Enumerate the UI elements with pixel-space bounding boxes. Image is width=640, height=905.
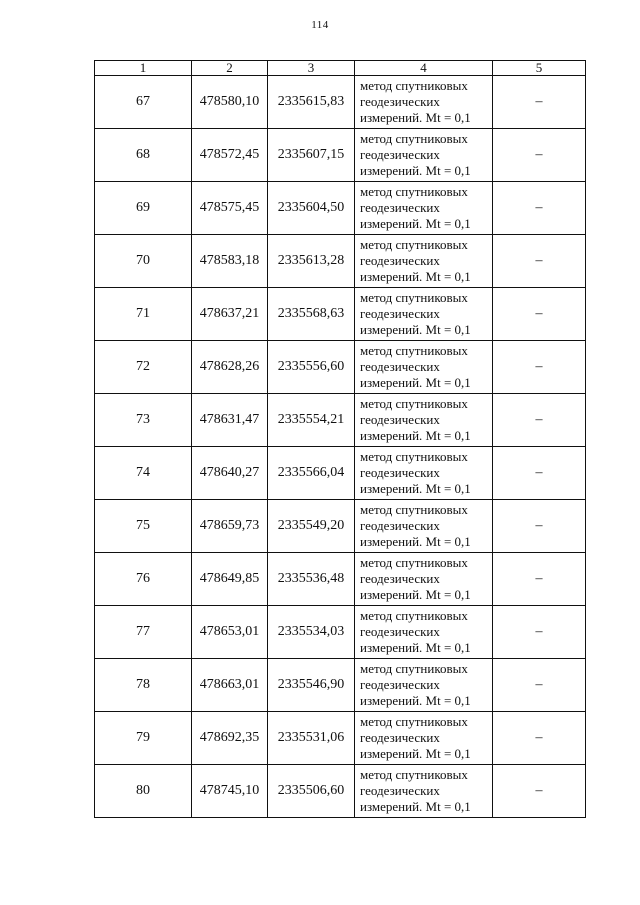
table-row bbox=[95, 712, 586, 765]
y-coordinate-cell: 2335613,28 bbox=[268, 235, 355, 288]
x-coordinate-cell: 478663,01 bbox=[192, 659, 268, 712]
method-line-3: измерений. Mt = 0,1 bbox=[360, 481, 471, 496]
method-line-2: геодезических bbox=[360, 200, 440, 215]
x-coordinate-cell: 478692,35 bbox=[192, 712, 268, 765]
method-line-1: метод спутниковых bbox=[360, 661, 468, 676]
method-line-2: геодезических bbox=[360, 359, 440, 374]
method-line-2: геодезических bbox=[360, 677, 440, 692]
method-cell bbox=[355, 76, 493, 129]
table-row bbox=[95, 288, 586, 341]
x-coordinate-cell: 478631,47 bbox=[192, 394, 268, 447]
y-coordinate-cell: 2335534,03 bbox=[268, 606, 355, 659]
table-row bbox=[95, 659, 586, 712]
table-row bbox=[95, 447, 586, 500]
table-row bbox=[95, 553, 586, 606]
method-line-2: геодезических bbox=[360, 306, 440, 321]
table-row bbox=[95, 500, 586, 553]
x-coordinate-cell: 478628,26 bbox=[192, 341, 268, 394]
y-coordinate-cell: 2335566,04 bbox=[268, 447, 355, 500]
method-line-1: метод спутниковых bbox=[360, 555, 468, 570]
method-line-3: измерений. Mt = 0,1 bbox=[360, 799, 471, 814]
table-body bbox=[95, 76, 586, 818]
dash-cell: – bbox=[493, 765, 586, 818]
y-coordinate-cell: 2335554,21 bbox=[268, 394, 355, 447]
method-line-1: метод спутниковых bbox=[360, 714, 468, 729]
point-number-cell: 69 bbox=[95, 182, 192, 235]
method-line-3: измерений. Mt = 0,1 bbox=[360, 428, 471, 443]
x-coordinate-cell: 478640,27 bbox=[192, 447, 268, 500]
method-line-2: геодезических bbox=[360, 730, 440, 745]
dash-cell: – bbox=[493, 341, 586, 394]
method-line-3: измерений. Mt = 0,1 bbox=[360, 163, 471, 178]
point-number-cell: 77 bbox=[95, 606, 192, 659]
method-line-3: измерений. Mt = 0,1 bbox=[360, 322, 471, 337]
method-cell bbox=[355, 129, 493, 182]
method-line-1: метод спутниковых bbox=[360, 502, 468, 517]
y-coordinate-cell: 2335549,20 bbox=[268, 500, 355, 553]
dash-cell: – bbox=[493, 606, 586, 659]
point-number-cell: 73 bbox=[95, 394, 192, 447]
method-cell bbox=[355, 500, 493, 553]
method-line-3: измерений. Mt = 0,1 bbox=[360, 110, 471, 125]
point-number-cell: 76 bbox=[95, 553, 192, 606]
method-cell bbox=[355, 659, 493, 712]
dash-cell: – bbox=[493, 659, 586, 712]
dash-cell: – bbox=[493, 288, 586, 341]
table-row bbox=[95, 341, 586, 394]
table-row bbox=[95, 182, 586, 235]
dash-cell: – bbox=[493, 129, 586, 182]
x-coordinate-cell: 478659,73 bbox=[192, 500, 268, 553]
method-cell bbox=[355, 765, 493, 818]
method-line-2: геодезических bbox=[360, 571, 440, 586]
x-coordinate-cell: 478653,01 bbox=[192, 606, 268, 659]
y-coordinate-cell: 2335536,48 bbox=[268, 553, 355, 606]
column-header-1: 1 bbox=[95, 61, 192, 76]
y-coordinate-cell: 2335604,50 bbox=[268, 182, 355, 235]
method-line-2: геодезических bbox=[360, 624, 440, 639]
method-line-1: метод спутниковых bbox=[360, 131, 468, 146]
method-cell bbox=[355, 553, 493, 606]
method-cell bbox=[355, 182, 493, 235]
point-number-cell: 80 bbox=[95, 765, 192, 818]
dash-cell: – bbox=[493, 712, 586, 765]
point-number-cell: 68 bbox=[95, 129, 192, 182]
method-cell bbox=[355, 235, 493, 288]
y-coordinate-cell: 2335506,60 bbox=[268, 765, 355, 818]
table-header-row bbox=[95, 61, 586, 76]
method-line-2: геодезических bbox=[360, 412, 440, 427]
point-number-cell: 75 bbox=[95, 500, 192, 553]
point-number-cell: 72 bbox=[95, 341, 192, 394]
dash-cell: – bbox=[493, 447, 586, 500]
x-coordinate-cell: 478572,45 bbox=[192, 129, 268, 182]
method-line-2: геодезических bbox=[360, 783, 440, 798]
x-coordinate-cell: 478583,18 bbox=[192, 235, 268, 288]
y-coordinate-cell: 2335531,06 bbox=[268, 712, 355, 765]
method-line-3: измерений. Mt = 0,1 bbox=[360, 746, 471, 761]
x-coordinate-cell: 478637,21 bbox=[192, 288, 268, 341]
x-coordinate-cell: 478575,45 bbox=[192, 182, 268, 235]
method-line-3: измерений. Mt = 0,1 bbox=[360, 587, 471, 602]
table-row bbox=[95, 235, 586, 288]
dash-cell: – bbox=[493, 394, 586, 447]
point-number-cell: 74 bbox=[95, 447, 192, 500]
coordinates-table bbox=[94, 60, 586, 818]
method-line-2: геодезических bbox=[360, 465, 440, 480]
method-line-2: геодезических bbox=[360, 94, 440, 109]
method-line-3: измерений. Mt = 0,1 bbox=[360, 640, 471, 655]
y-coordinate-cell: 2335607,15 bbox=[268, 129, 355, 182]
y-coordinate-cell: 2335546,90 bbox=[268, 659, 355, 712]
method-line-3: измерений. Mt = 0,1 bbox=[360, 269, 471, 284]
table-row bbox=[95, 606, 586, 659]
method-cell bbox=[355, 341, 493, 394]
x-coordinate-cell: 478745,10 bbox=[192, 765, 268, 818]
method-line-1: метод спутниковых bbox=[360, 343, 468, 358]
point-number-cell: 79 bbox=[95, 712, 192, 765]
table-row bbox=[95, 129, 586, 182]
point-number-cell: 71 bbox=[95, 288, 192, 341]
dash-cell: – bbox=[493, 500, 586, 553]
method-line-2: геодезических bbox=[360, 147, 440, 162]
method-cell bbox=[355, 394, 493, 447]
method-line-3: измерений. Mt = 0,1 bbox=[360, 534, 471, 549]
column-header-3: 3 bbox=[268, 61, 355, 76]
method-line-1: метод спутниковых bbox=[360, 237, 468, 252]
method-line-3: измерений. Mt = 0,1 bbox=[360, 693, 471, 708]
method-line-1: метод спутниковых bbox=[360, 290, 468, 305]
page-number: 114 bbox=[311, 19, 329, 31]
dash-cell: – bbox=[493, 182, 586, 235]
method-line-2: геодезических bbox=[360, 253, 440, 268]
x-coordinate-cell: 478580,10 bbox=[192, 76, 268, 129]
table-row bbox=[95, 76, 586, 129]
table-row bbox=[95, 394, 586, 447]
point-number-cell: 67 bbox=[95, 76, 192, 129]
method-cell bbox=[355, 606, 493, 659]
method-line-1: метод спутниковых bbox=[360, 396, 468, 411]
method-line-1: метод спутниковых bbox=[360, 184, 468, 199]
method-line-1: метод спутниковых bbox=[360, 608, 468, 623]
method-cell bbox=[355, 288, 493, 341]
method-line-3: измерений. Mt = 0,1 bbox=[360, 216, 471, 231]
point-number-cell: 78 bbox=[95, 659, 192, 712]
dash-cell: – bbox=[493, 235, 586, 288]
y-coordinate-cell: 2335556,60 bbox=[268, 341, 355, 394]
method-line-1: метод спутниковых bbox=[360, 449, 468, 464]
x-coordinate-cell: 478649,85 bbox=[192, 553, 268, 606]
column-header-5: 5 bbox=[493, 61, 586, 76]
y-coordinate-cell: 2335568,63 bbox=[268, 288, 355, 341]
table-row bbox=[95, 765, 586, 818]
dash-cell: – bbox=[493, 76, 586, 129]
method-cell bbox=[355, 712, 493, 765]
y-coordinate-cell: 2335615,83 bbox=[268, 76, 355, 129]
method-line-1: метод спутниковых bbox=[360, 767, 468, 782]
point-number-cell: 70 bbox=[95, 235, 192, 288]
dash-cell: – bbox=[493, 553, 586, 606]
method-line-1: метод спутниковых bbox=[360, 78, 468, 93]
column-header-4: 4 bbox=[355, 61, 493, 76]
method-cell bbox=[355, 447, 493, 500]
method-line-3: измерений. Mt = 0,1 bbox=[360, 375, 471, 390]
method-line-2: геодезических bbox=[360, 518, 440, 533]
column-header-2: 2 bbox=[192, 61, 268, 76]
